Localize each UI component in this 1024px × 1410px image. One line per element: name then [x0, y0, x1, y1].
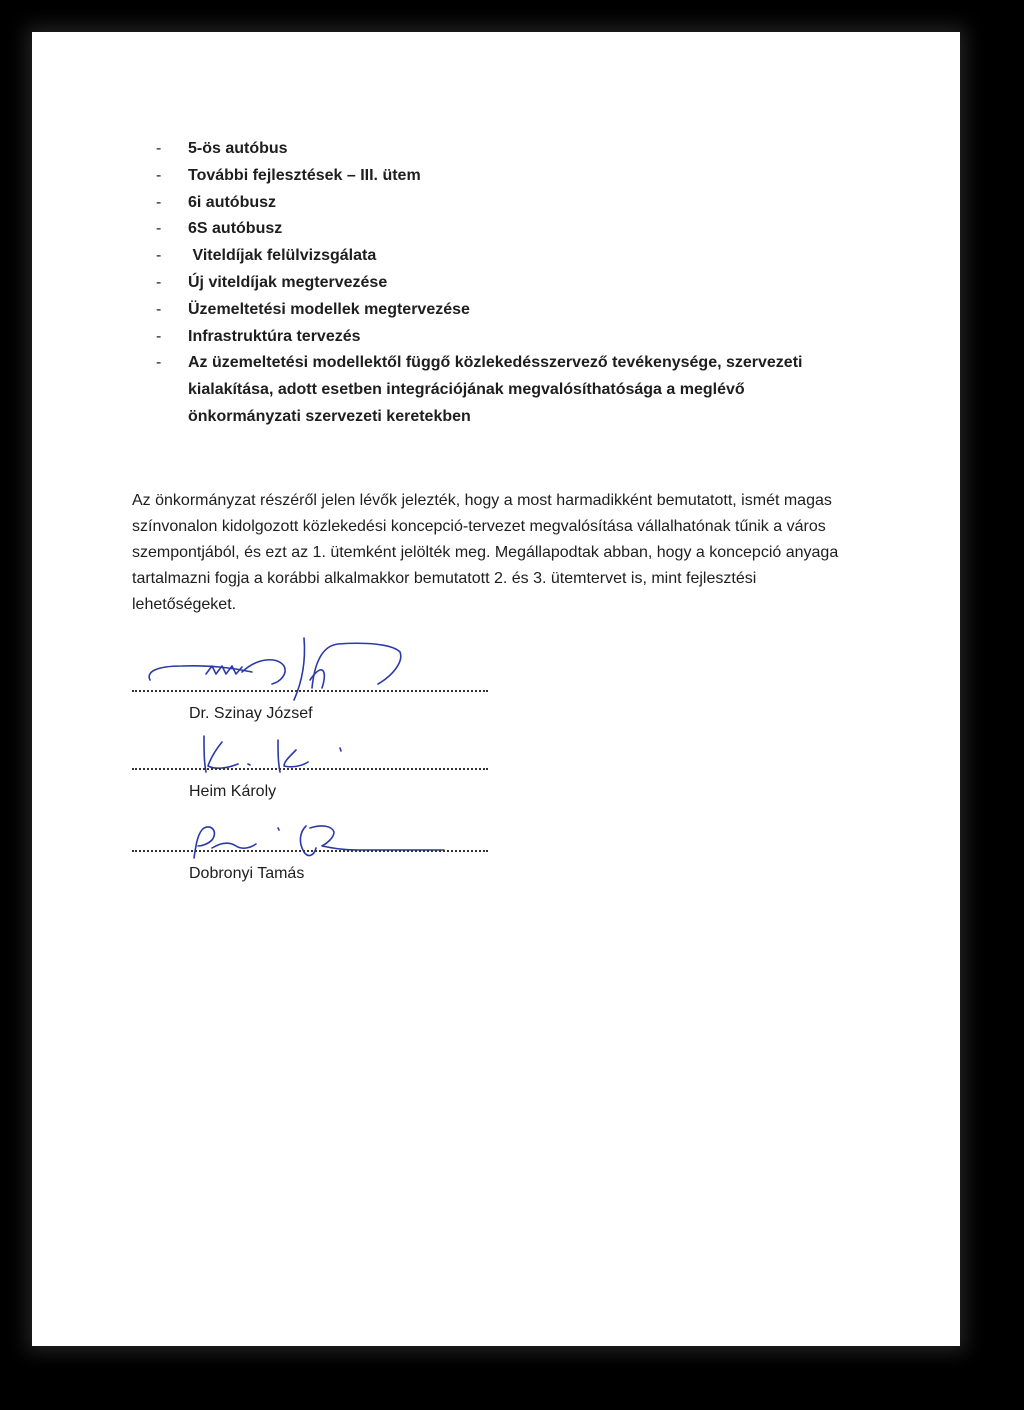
bullet-list: [156, 136, 856, 431]
list-item: [156, 350, 856, 430]
bullet-dash: -: [156, 273, 162, 291]
bullet-text: További fejlesztések – III. ütem: [188, 166, 421, 184]
list-item: [156, 163, 856, 190]
bullet-text: Üzemeltetési modellek megtervezése: [188, 300, 470, 318]
bullet-dash: -: [156, 193, 162, 211]
handwritten-signature: [192, 732, 412, 782]
list-item: [156, 136, 856, 163]
list-item: [156, 216, 856, 243]
signature-block: [132, 728, 492, 818]
bullet-text: Új viteldíjak megtervezése: [188, 273, 388, 291]
signature-line: [132, 768, 488, 770]
bullet-dash: -: [156, 300, 162, 318]
bullet-dash: -: [156, 166, 162, 184]
bullet-dash: -: [156, 247, 162, 265]
signatory-name: Heim Károly: [189, 783, 277, 800]
signature-block: [132, 632, 492, 732]
bullet-text: 6S autóbusz: [188, 220, 283, 238]
document-page: [32, 32, 960, 1346]
list-item: [156, 243, 856, 270]
signatory-name: Dobronyi Tamás: [189, 865, 305, 882]
bullet-text: 6i autóbusz: [188, 193, 277, 211]
bullet-text: 5-ös autóbus: [188, 140, 288, 157]
signature-line: [132, 690, 488, 692]
handwritten-signature: [142, 632, 442, 712]
list-item: [156, 297, 856, 324]
bullet-dash: -: [156, 354, 162, 372]
signatory-name: Dr. Szinay József: [189, 705, 313, 722]
bullet-dash: -: [156, 220, 162, 238]
signature-block: [132, 810, 492, 900]
bullet-text: Infrastruktúra tervezés: [188, 327, 361, 345]
list-item: [156, 270, 856, 297]
body-paragraph: Az önkormányzat részéről jelen lévők jelezték, hogy a most harmadikként bemutatott, ismét magas színvonalon kidolgozott közlekedési koncepció-tervezet megvalósítása vállalhatónak tűnik a város szempontjából, és ezt az 1. ütemként jelölték meg. Megállapodtak abban, hogy a koncepció anyaga tartalmazni fogja a korábbi alkalmakkor bemutatott 2. és 3. ütemtervet is, mint fejlesztési lehetőségeket.: [132, 492, 839, 613]
bullet-dash: -: [156, 327, 162, 345]
bullet-text: Az üzemeltetési modellektől függő közlekedésszervező tevékenysége, szervezeti kialakítása, adott esetben integrációjának megvalósíthatósága a meglévő önkormányzati szervezeti keretekben: [188, 354, 803, 425]
bullet-dash: -: [156, 140, 162, 157]
signature-line: [132, 850, 488, 852]
list-item: [156, 190, 856, 217]
bullet-text: Viteldíjak felülvizsgálata: [188, 247, 377, 265]
list-item: [156, 324, 856, 351]
